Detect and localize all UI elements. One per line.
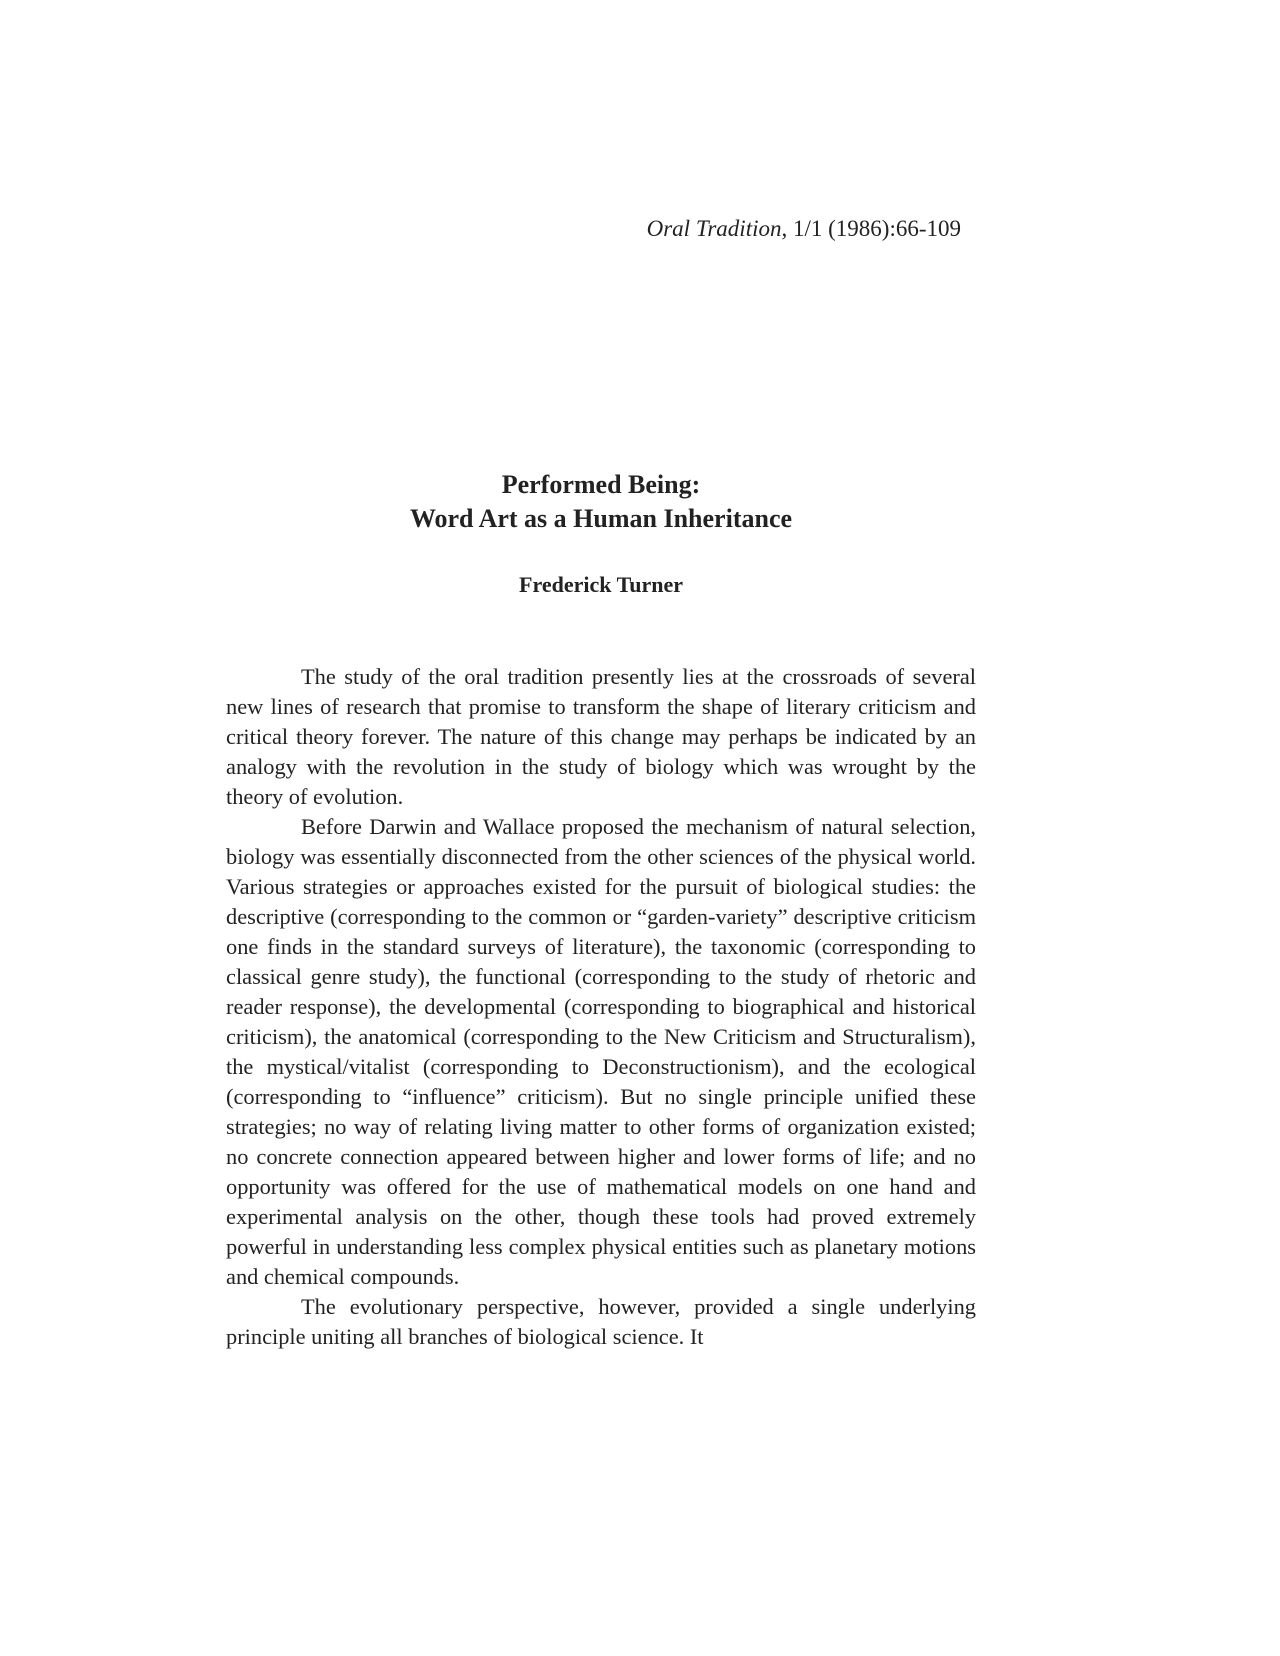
citation-details: , 1/1 (1986):66-109 — [781, 216, 961, 241]
journal-name: Oral Tradition — [646, 216, 782, 241]
paragraph: The study of the oral tradition presently lies at the crossroads of several new lines of research that promise to transform the shape of literary criticism and critical theory forever. The nature of this change may perhaps be indicated by an analogy with the revolution in the study of biology which was wrought by the theory of evolution. — [226, 664, 976, 809]
journal-citation — [647, 214, 961, 244]
paragraph: Before Darwin and Wallace proposed the mechanism of natural selection, biology was essentially disconnected from the other sciences of the physical world. Various strategies or approaches existed for the pursuit of biological studies: the descriptive (corresponding to the common or “garden-variety” descriptive criticism one finds in the standard surveys of literature), the taxonomic (corresponding to classical genre study), the functional (corresponding to the study of rhetoric and reader response), the developmental (corresponding to biographical and historical criticism), the anatomical (corresponding to the New Criticism and Structuralism), the mystical/vitalist (corresponding to Deconstructionism), and the ecological (corresponding to “influence” criticism). But no single principle unified these strategies; no way of relating living matter to other forms of organization existed; no concrete connection appeared between higher and lower forms of life; and no opportunity was offered for the use of mathematical models on one hand and experimental analysis on the other, though these tools had proved extremely powerful in understanding less complex physical entities such as planetary motions and chemical compounds. — [226, 814, 976, 1289]
title-line-1: Performed Being: — [501, 470, 701, 499]
title-line-2: Word Art as a Human Inheritance — [409, 504, 793, 533]
author-name: Frederick Turner — [519, 572, 683, 597]
article-title — [226, 468, 976, 536]
paragraph: The evolutionary perspective, however, provided a single underlying principle uniting all branches of biological science. It — [226, 1294, 976, 1349]
body-text — [226, 662, 976, 1352]
